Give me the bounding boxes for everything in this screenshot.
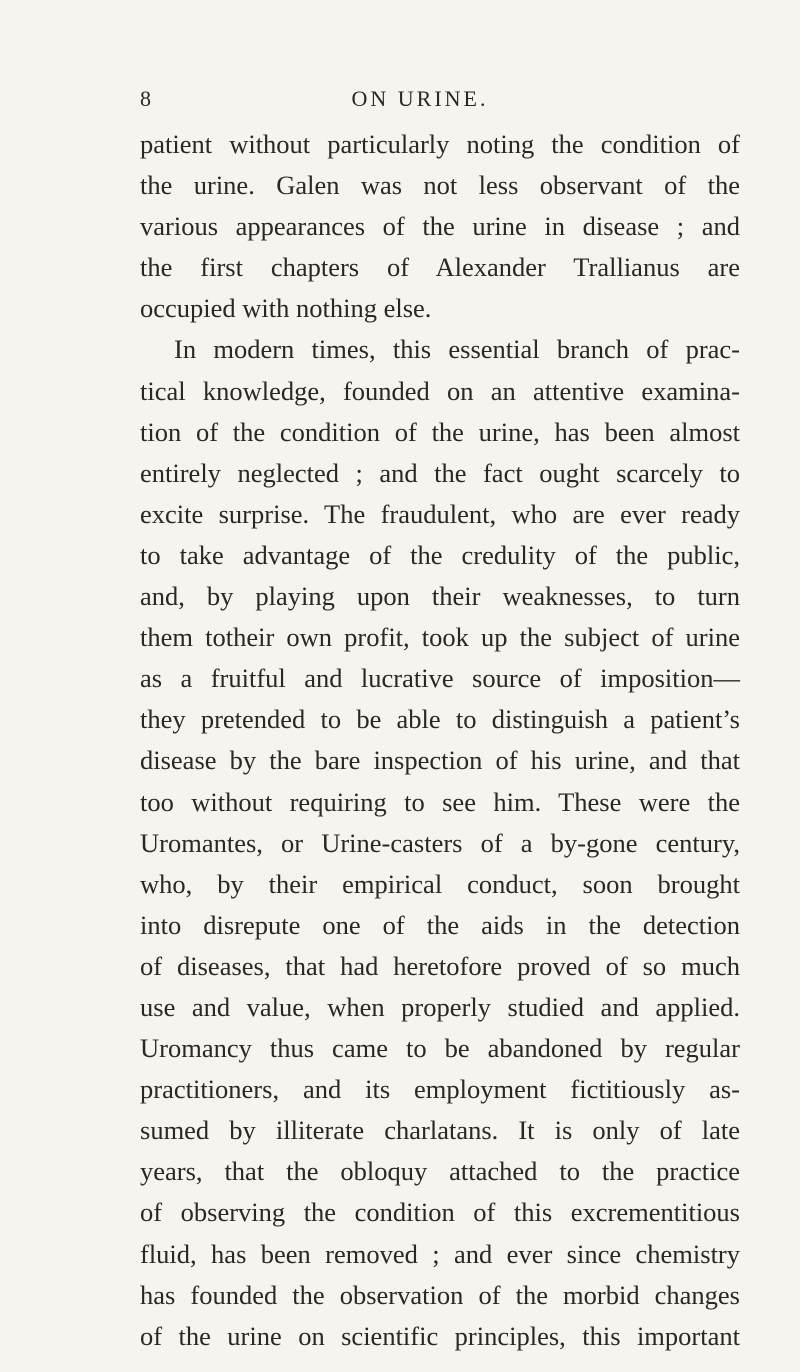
body-text bbox=[140, 124, 740, 1357]
text-line: fluid, has been removed ; and ever since chemistry bbox=[140, 1238, 740, 1269]
running-title: ON URINE. bbox=[351, 86, 489, 111]
text-line: and, by playing upon their weaknesses, to turn bbox=[140, 581, 740, 612]
text-line: they pretended to be able to distinguish a patient’s bbox=[140, 704, 740, 735]
text-line: too without requiring to see him. These were the bbox=[140, 786, 740, 817]
text-line: has founded the observation of the morbid changes bbox=[140, 1279, 740, 1310]
text-line: Uromantes, or Urine-casters of a by-gone century, bbox=[140, 827, 740, 858]
text-line: tion of the condition of the urine, has been almost bbox=[140, 416, 740, 447]
text-line: who, by their empirical conduct, soon brought bbox=[140, 868, 740, 899]
text-line: of diseases, that had heretofore proved of so much bbox=[140, 950, 740, 981]
text-line: disease by the bare inspection of his urine, and that bbox=[140, 745, 740, 776]
running-head bbox=[140, 86, 700, 126]
page-number: 8 bbox=[140, 86, 152, 111]
text-line: as a fruitful and lucrative source of imposition— bbox=[140, 663, 740, 694]
text-line: use and value, when properly studied and applied. bbox=[140, 991, 740, 1022]
text-line: of observing the condition of this excrementitious bbox=[140, 1197, 740, 1228]
text-line: the first chapters of Alexander Trallianus are bbox=[140, 252, 740, 283]
text-line: into disrepute one of the aids in the detection bbox=[140, 909, 740, 940]
text-line: patient without particularly noting the condition of bbox=[140, 129, 740, 159]
text-line: excite surprise. The fraudulent, who are ever ready bbox=[140, 498, 740, 529]
text-line: to take advantage of the credulity of the public, bbox=[140, 539, 740, 570]
text-line: tical knowledge, founded on an attentive examina- bbox=[140, 375, 740, 406]
text-line: occupied with nothing else. bbox=[140, 293, 432, 324]
text-line: In modern times, this essential branch of prac- bbox=[174, 334, 740, 365]
text-line: practitioners, and its employment fictitiously as- bbox=[140, 1074, 740, 1105]
text-line: Uromancy thus came to be abandoned by regular bbox=[140, 1033, 740, 1064]
text-line: of the urine on scientific principles, this important bbox=[140, 1320, 740, 1351]
text-line: the urine. Galen was not less observant of the bbox=[140, 170, 740, 201]
text-line: entirely neglected ; and the fact ought scarcely to bbox=[140, 457, 740, 488]
text-line: various appearances of the urine in disease ; and bbox=[140, 211, 740, 242]
text-line: sumed by illiterate charlatans. It is only of late bbox=[140, 1115, 740, 1146]
text-line: them totheir own profit, took up the subject of urine bbox=[140, 622, 740, 653]
text-line: years, that the obloquy attached to the practice bbox=[140, 1156, 740, 1187]
